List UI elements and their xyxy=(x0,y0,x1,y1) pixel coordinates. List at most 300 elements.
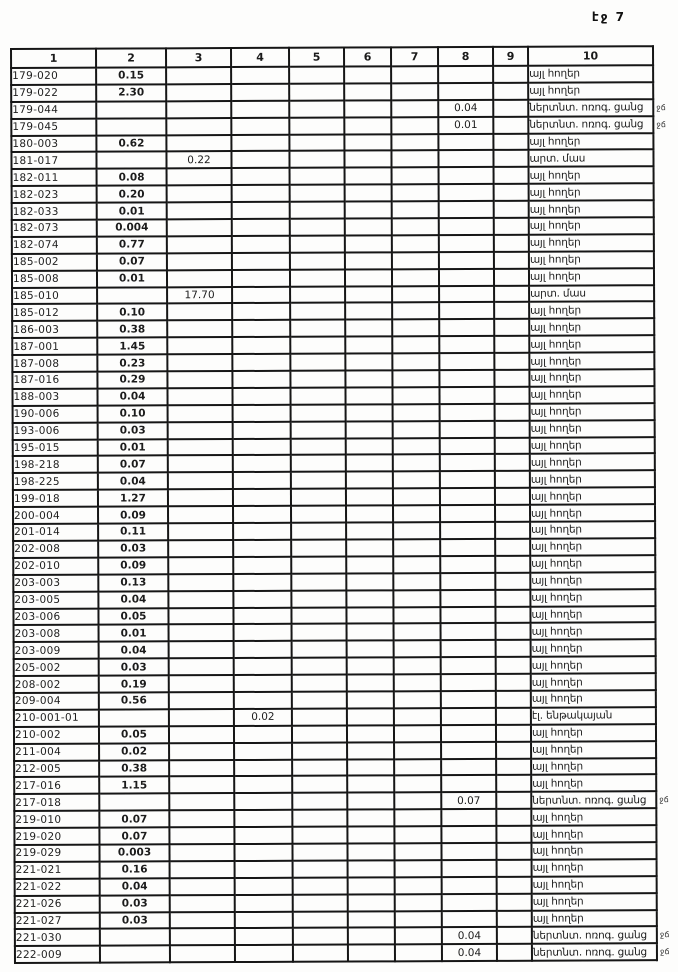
cell-land-type: այլ հողեր xyxy=(530,555,655,572)
cell-value xyxy=(168,557,233,574)
cell-value: 0.04 xyxy=(442,944,497,961)
cell-value: 0.07 xyxy=(99,810,169,827)
cell-value xyxy=(290,387,345,404)
cell-value xyxy=(494,268,529,285)
cell-parcel-code: 190-006 xyxy=(13,405,98,422)
cell-value xyxy=(394,759,441,776)
cell-value xyxy=(347,708,394,725)
cell-value: 0.04 xyxy=(442,927,497,944)
cell-value xyxy=(290,252,345,269)
cell-land-type: այլ հողեր xyxy=(529,335,654,352)
cell-value xyxy=(345,286,392,303)
cell-land-type: այլ հողեր xyxy=(530,487,655,504)
cell-value: 0.16 xyxy=(100,861,170,878)
cell-value xyxy=(167,388,232,405)
cell-value xyxy=(232,269,290,286)
cell-parcel-code: 211-004 xyxy=(14,743,99,760)
cell-value xyxy=(392,303,439,320)
cell-value xyxy=(497,910,532,927)
cell-value xyxy=(440,539,495,556)
cell-land-type: ներտնտ. ոռոգ. ցանց ջճ xyxy=(528,116,653,133)
cell-value xyxy=(395,928,442,945)
cell-value: 0.13 xyxy=(98,574,168,591)
cell-value xyxy=(167,304,232,321)
cell-value xyxy=(289,67,344,84)
cell-value xyxy=(394,657,441,674)
cell-value xyxy=(346,539,393,556)
cell-value xyxy=(346,489,393,506)
cell-value xyxy=(291,539,346,556)
cell-value xyxy=(293,911,348,928)
cell-parcel-code: 203-006 xyxy=(13,608,98,625)
cell-value xyxy=(439,184,494,201)
cell-land-type: այլ հողեր xyxy=(529,234,654,251)
cell-value xyxy=(392,387,439,404)
cell-value xyxy=(394,826,441,843)
cell-value xyxy=(232,320,290,337)
cell-value xyxy=(439,218,494,235)
cell-parcel-code: 198-218 xyxy=(13,456,98,473)
cell-value xyxy=(495,488,530,505)
cell-value xyxy=(291,404,346,421)
cell-value xyxy=(494,302,529,319)
cell-value xyxy=(344,151,391,168)
cell-value xyxy=(345,370,392,387)
cell-value xyxy=(394,742,441,759)
cell-value: 0.04 xyxy=(99,642,169,659)
cell-value xyxy=(167,202,232,219)
cell-parcel-code: 202-010 xyxy=(13,557,98,574)
cell-value xyxy=(346,404,393,421)
cell-land-type: այլ հողեր xyxy=(529,200,654,217)
cell-value xyxy=(346,455,393,472)
cell-value xyxy=(394,776,441,793)
cell-value xyxy=(291,573,346,590)
cell-value xyxy=(233,438,291,455)
cell-land-type: այլ հողեր xyxy=(529,319,654,336)
cell-value xyxy=(495,606,530,623)
cell-value xyxy=(344,83,391,100)
cell-value xyxy=(346,505,393,522)
cell-value xyxy=(169,624,234,641)
cell-value xyxy=(495,522,530,539)
cell-parcel-code: 186-003 xyxy=(12,321,97,338)
cell-value xyxy=(96,152,166,169)
cell-value xyxy=(441,843,496,860)
cell-land-type: այլ հողեր xyxy=(530,403,655,420)
cell-value xyxy=(235,911,293,928)
cell-value xyxy=(96,118,166,135)
cell-value xyxy=(392,336,439,353)
cell-value xyxy=(345,218,392,235)
cell-value xyxy=(293,945,348,962)
cell-value xyxy=(233,607,291,624)
cell-value xyxy=(439,336,494,353)
cell-value xyxy=(393,472,440,489)
cell-value xyxy=(289,83,344,100)
cell-value xyxy=(496,843,531,860)
cell-value xyxy=(291,607,346,624)
cell-value xyxy=(169,709,234,726)
cell-land-type: արտ. մաս xyxy=(529,285,654,302)
cell-value xyxy=(440,606,495,623)
cell-value xyxy=(292,641,347,658)
cell-value xyxy=(345,252,392,269)
cell-value xyxy=(289,117,344,134)
cell-value xyxy=(234,675,292,692)
cell-value xyxy=(232,286,290,303)
cell-value xyxy=(392,353,439,370)
cell-value xyxy=(100,929,170,946)
cell-value xyxy=(395,944,442,961)
cell-value xyxy=(170,912,235,929)
cell-value xyxy=(169,760,234,777)
cell-value xyxy=(289,134,344,151)
cell-value xyxy=(346,438,393,455)
cell-value xyxy=(347,674,394,691)
cell-value xyxy=(169,743,234,760)
cell-value xyxy=(441,742,496,759)
cell-value xyxy=(347,826,394,843)
cell-value xyxy=(438,83,493,100)
cell-value: 0.19 xyxy=(99,675,169,692)
cell-value: 0.03 xyxy=(100,912,170,929)
cell-parcel-code: 217-016 xyxy=(14,777,99,794)
cell-value xyxy=(167,219,232,236)
column-header-9: 9 xyxy=(493,47,528,66)
table-body xyxy=(11,65,670,963)
cell-value xyxy=(442,877,497,894)
cell-value xyxy=(346,472,393,489)
page-number: էջ 7 xyxy=(591,10,626,24)
cell-parcel-code: 203-008 xyxy=(14,625,99,642)
cell-value xyxy=(441,775,496,792)
cell-value: 0.08 xyxy=(97,169,167,186)
cell-parcel-code: 199-018 xyxy=(13,490,98,507)
cell-value xyxy=(290,354,345,371)
cell-value: 0.05 xyxy=(99,726,169,743)
cell-land-type: այլ հողեր xyxy=(532,910,657,927)
cell-value xyxy=(494,370,529,387)
cell-land-type: այլ հողեր xyxy=(529,369,654,386)
cell-value: 0.05 xyxy=(98,608,168,625)
cell-value xyxy=(166,101,231,118)
column-header-5: 5 xyxy=(289,48,344,67)
cell-value xyxy=(394,725,441,742)
cell-value xyxy=(347,641,394,658)
cell-value xyxy=(234,726,292,743)
cell-value xyxy=(345,320,392,337)
column-header-6: 6 xyxy=(344,47,391,66)
cell-parcel-code: 212-005 xyxy=(14,760,99,777)
cell-value: 0.01 xyxy=(98,439,168,456)
margin-annotation: ջճ xyxy=(656,119,666,129)
cell-value xyxy=(346,590,393,607)
cell-value xyxy=(232,354,290,371)
cell-land-type: այլ հողեր xyxy=(529,302,654,319)
cell-land-type: այլ հողեր xyxy=(529,352,654,369)
cell-land-type: էլ. ենթակայան xyxy=(531,707,656,724)
cell-value xyxy=(347,691,394,708)
cell-value xyxy=(494,252,529,269)
cell-value xyxy=(293,894,348,911)
cell-value xyxy=(441,691,496,708)
cell-value xyxy=(166,84,231,101)
cell-value xyxy=(496,741,531,758)
cell-value xyxy=(494,235,529,252)
cell-value xyxy=(496,826,531,843)
cell-value xyxy=(495,572,530,589)
cell-value xyxy=(497,893,532,910)
cell-land-type: այլ հողեր xyxy=(531,741,656,758)
cell-value xyxy=(235,894,293,911)
cell-value xyxy=(233,573,291,590)
cell-value xyxy=(392,167,439,184)
cell-value: 0.02 xyxy=(99,743,169,760)
cell-value xyxy=(439,252,494,269)
cell-value xyxy=(170,895,235,912)
cell-value xyxy=(497,944,532,961)
cell-parcel-code: 202-008 xyxy=(13,541,98,558)
cell-value: 1.45 xyxy=(97,338,167,355)
cell-value xyxy=(493,66,528,83)
cell-value xyxy=(291,421,346,438)
cell-value: 0.02 xyxy=(234,709,292,726)
cell-land-type: այլ հողեր xyxy=(532,876,657,893)
cell-value xyxy=(391,151,438,168)
cell-value xyxy=(393,455,440,472)
cell-value xyxy=(235,945,293,962)
cell-value: 0.003 xyxy=(99,844,169,861)
cell-value xyxy=(233,405,291,422)
cell-value xyxy=(393,590,440,607)
cell-value xyxy=(166,118,231,135)
cell-value xyxy=(231,134,289,151)
cell-value xyxy=(169,776,234,793)
cell-value xyxy=(496,657,531,674)
cell-value xyxy=(440,522,495,539)
cell-value xyxy=(233,489,291,506)
cell-value xyxy=(344,66,391,83)
cell-land-type: այլ հողեր xyxy=(529,183,654,200)
cell-value xyxy=(168,456,233,473)
cell-value xyxy=(394,674,441,691)
cell-value xyxy=(348,894,395,911)
cell-parcel-code: 187-001 xyxy=(12,338,97,355)
cell-value xyxy=(394,792,441,809)
cell-value xyxy=(347,843,394,860)
cell-land-type: այլ հողեր xyxy=(532,893,657,910)
cell-value xyxy=(167,185,232,202)
cell-value xyxy=(291,455,346,472)
cell-land-type: արտ. մաս xyxy=(528,150,653,167)
cell-value xyxy=(167,337,232,354)
cell-value xyxy=(169,827,234,844)
cell-parcel-code: 185-010 xyxy=(12,287,97,304)
cell-land-type: այլ հողեր xyxy=(531,623,656,640)
cell-value xyxy=(290,235,345,252)
cell-value: 0.04 xyxy=(438,100,493,117)
cell-value xyxy=(494,387,529,404)
cell-value xyxy=(494,167,529,184)
cell-value xyxy=(233,590,291,607)
cell-value xyxy=(346,607,393,624)
cell-parcel-code: 179-045 xyxy=(11,118,96,135)
table-row xyxy=(15,943,657,963)
cell-value xyxy=(496,623,531,640)
cell-value xyxy=(234,624,292,641)
cell-value: 0.15 xyxy=(96,67,166,84)
cell-value xyxy=(292,725,347,742)
cell-value xyxy=(167,320,232,337)
cell-value xyxy=(168,439,233,456)
cell-value xyxy=(292,759,347,776)
cell-value xyxy=(393,421,440,438)
cell-value xyxy=(345,269,392,286)
cell-parcel-code: 187-008 xyxy=(12,355,97,372)
cell-value xyxy=(233,523,291,540)
cell-value xyxy=(292,742,347,759)
cell-value xyxy=(293,928,348,945)
cell-value xyxy=(167,253,232,270)
cell-value xyxy=(169,844,234,861)
margin-annotation: ջճ xyxy=(659,795,669,805)
cell-land-type: այլ հողեր xyxy=(530,521,655,538)
cell-value xyxy=(346,573,393,590)
cell-value xyxy=(347,725,394,742)
cell-parcel-code: 222-009 xyxy=(15,946,100,963)
cell-value xyxy=(347,624,394,641)
cell-value xyxy=(292,708,347,725)
cell-value xyxy=(496,674,531,691)
cell-value xyxy=(497,927,532,944)
cell-value xyxy=(232,337,290,354)
cell-value xyxy=(170,945,235,962)
cell-value xyxy=(232,388,290,405)
cell-value xyxy=(393,539,440,556)
cell-parcel-code: 221-027 xyxy=(15,912,100,929)
cell-value xyxy=(393,438,440,455)
cell-parcel-code: 203-009 xyxy=(14,642,99,659)
cell-value xyxy=(348,911,395,928)
cell-value xyxy=(232,371,290,388)
cell-value xyxy=(441,657,496,674)
cell-value xyxy=(231,67,289,84)
cell-value xyxy=(291,556,346,573)
cell-value xyxy=(441,758,496,775)
cell-value xyxy=(393,556,440,573)
cell-parcel-code: 219-020 xyxy=(14,828,99,845)
cell-value: 0.77 xyxy=(97,236,167,253)
cell-value xyxy=(345,168,392,185)
cell-value xyxy=(440,437,495,454)
land-parcel-table xyxy=(10,45,670,964)
cell-parcel-code: 221-030 xyxy=(15,929,100,946)
cell-land-type: այլ հողեր xyxy=(530,504,655,521)
cell-value xyxy=(439,167,494,184)
cell-value xyxy=(495,404,530,421)
cell-value: 2.30 xyxy=(96,84,166,101)
cell-value xyxy=(168,405,233,422)
cell-land-type: այլ հողեր xyxy=(531,775,656,792)
cell-value: 0.03 xyxy=(99,658,169,675)
cell-parcel-code: 201-014 xyxy=(13,524,98,541)
cell-parcel-code: 203-005 xyxy=(13,591,98,608)
cell-value xyxy=(289,100,344,117)
cell-value: 0.04 xyxy=(98,591,168,608)
cell-value xyxy=(169,658,234,675)
cell-value xyxy=(346,522,393,539)
cell-value xyxy=(394,640,441,657)
cell-value xyxy=(235,878,293,895)
cell-value: 0.01 xyxy=(97,270,167,287)
cell-value xyxy=(232,303,290,320)
cell-value xyxy=(495,437,530,454)
cell-value xyxy=(496,708,531,725)
cell-land-type: ներտնտ. ոռոգ. ցանց ջճ xyxy=(532,943,657,960)
cell-land-type: ներտնտ. ոռոգ. ցանց ջճ xyxy=(532,927,657,944)
cell-value xyxy=(232,202,290,219)
cell-value xyxy=(231,84,289,101)
cell-parcel-code: 179-044 xyxy=(11,101,96,118)
cell-value: 0.04 xyxy=(97,388,167,405)
cell-value xyxy=(391,66,438,83)
cell-value: 0.07 xyxy=(97,253,167,270)
cell-value xyxy=(439,319,494,336)
cell-land-type: այլ հողեր xyxy=(532,859,657,876)
cell-value xyxy=(438,66,493,83)
cell-parcel-code: 181-017 xyxy=(11,152,96,169)
cell-value xyxy=(232,219,290,236)
cell-value xyxy=(347,759,394,776)
cell-land-type: այլ հողեր xyxy=(531,842,656,859)
cell-value xyxy=(345,185,392,202)
cell-value xyxy=(290,202,345,219)
cell-value xyxy=(167,236,232,253)
cell-parcel-code: 203-003 xyxy=(13,574,98,591)
cell-value xyxy=(168,422,233,439)
cell-parcel-code: 221-021 xyxy=(15,861,100,878)
cell-value xyxy=(394,691,441,708)
scanned-table-container xyxy=(10,45,670,964)
cell-value xyxy=(170,861,235,878)
cell-value xyxy=(345,337,392,354)
cell-value xyxy=(441,623,496,640)
cell-value xyxy=(233,472,291,489)
cell-value xyxy=(344,100,391,117)
cell-value xyxy=(168,574,233,591)
cell-value xyxy=(345,235,392,252)
cell-value xyxy=(168,472,233,489)
cell-land-type: այլ հողեր xyxy=(531,639,656,656)
cell-land-type: այլ հողեր xyxy=(530,572,655,589)
cell-value xyxy=(440,471,495,488)
cell-value xyxy=(169,675,234,692)
cell-value xyxy=(496,775,531,792)
cell-parcel-code: 198-225 xyxy=(13,473,98,490)
cell-value xyxy=(347,776,394,793)
cell-parcel-code: 221-022 xyxy=(15,878,100,895)
cell-value: 0.09 xyxy=(98,557,168,574)
cell-value xyxy=(442,910,497,927)
cell-value xyxy=(439,285,494,302)
cell-value: 17.70 xyxy=(167,287,232,304)
cell-value xyxy=(347,658,394,675)
cell-land-type: այլ հողեր xyxy=(531,825,656,842)
cell-value xyxy=(440,556,495,573)
cell-value xyxy=(393,522,440,539)
cell-value xyxy=(344,117,391,134)
